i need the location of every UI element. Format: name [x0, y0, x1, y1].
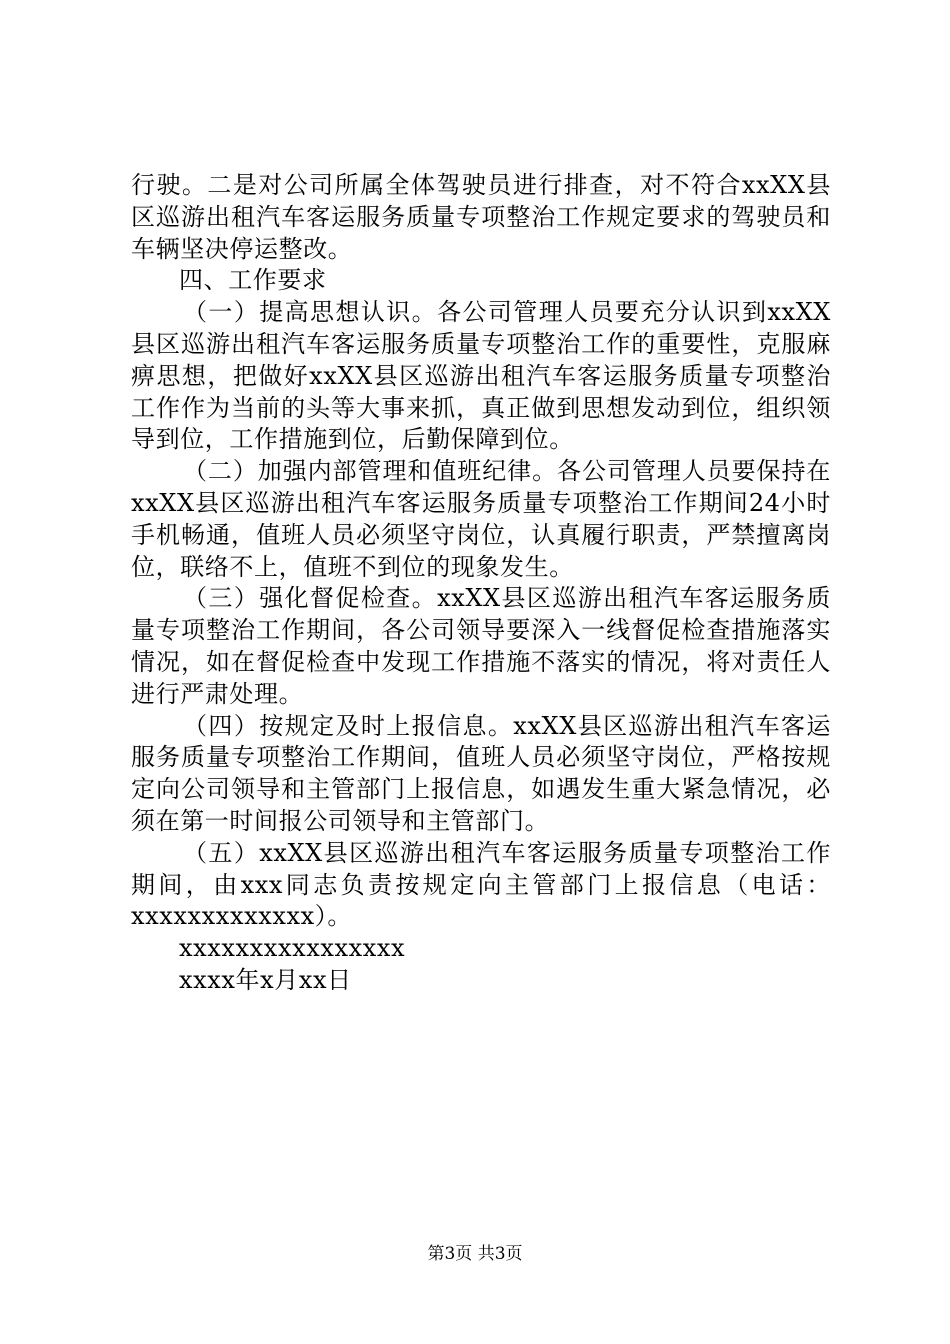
page-footer	[0, 1243, 950, 1265]
signature-organization: xxxxxxxxxxxxxxxx	[179, 934, 406, 963]
paragraph-requirement-5: （五）xxXX县区巡游出租汽车客运服务质量专项整治工作期间，由xxx同志负责按规定向主管部门上报信息（电话：xxxxxxxxxxxxx）。	[131, 838, 831, 931]
document-body	[131, 170, 831, 997]
paragraph-requirement-4: （四）按规定及时上报信息。xxXX县区巡游出租汽车客运服务质量专项整治工作期间，值班人员必须坚守岗位，严格按规定向公司领导和主管部门上报信息，如遇发生重大紧急情况，必须在第一时间报公司领导和主管部门。	[131, 711, 831, 835]
paragraph-continuation: 行驶。二是对公司所属全体驾驶员进行排查，对不符合xxXX县区巡游出租汽车客运服务质量专项整治工作规定要求的驾驶员和车辆坚决停运整改。	[131, 171, 831, 263]
page-number: 第3页 共3页	[427, 1244, 523, 1264]
signature-date: xxxx年x月xx日	[179, 965, 352, 994]
paragraph-requirement-2: （二）加强内部管理和值班纪律。各公司管理人员要保持在xxXX县区巡游出租汽车客运服务质量专项整治工作期间24小时手机畅通，值班人员必须坚守岗位，认真履行职责，严禁擅离岗位，联络不上，值班不到位的现象发生。	[131, 457, 831, 581]
section-heading-work-requirements: 四、工作要求	[179, 266, 327, 295]
paragraph-requirement-3: （三）强化督促检查。xxXX县区巡游出租汽车客运服务质量专项整治工作期间，各公司领导要深入一线督促检查措施落实情况，如在督促检查中发现工作措施不落实的情况，将对责任人进行严肃处理。	[131, 584, 831, 708]
paragraph-requirement-1: （一）提高思想认识。各公司管理人员要充分认识到xxXX县区巡游出租汽车客运服务质量专项整治工作的重要性，克服麻痹思想，把做好xxXX县区巡游出租汽车客运服务质量专项整治工作作为当前的头等大事来抓，真正做到思想发动到位，组织领导到位，工作措施到位，后勤保障到位。	[131, 298, 831, 454]
